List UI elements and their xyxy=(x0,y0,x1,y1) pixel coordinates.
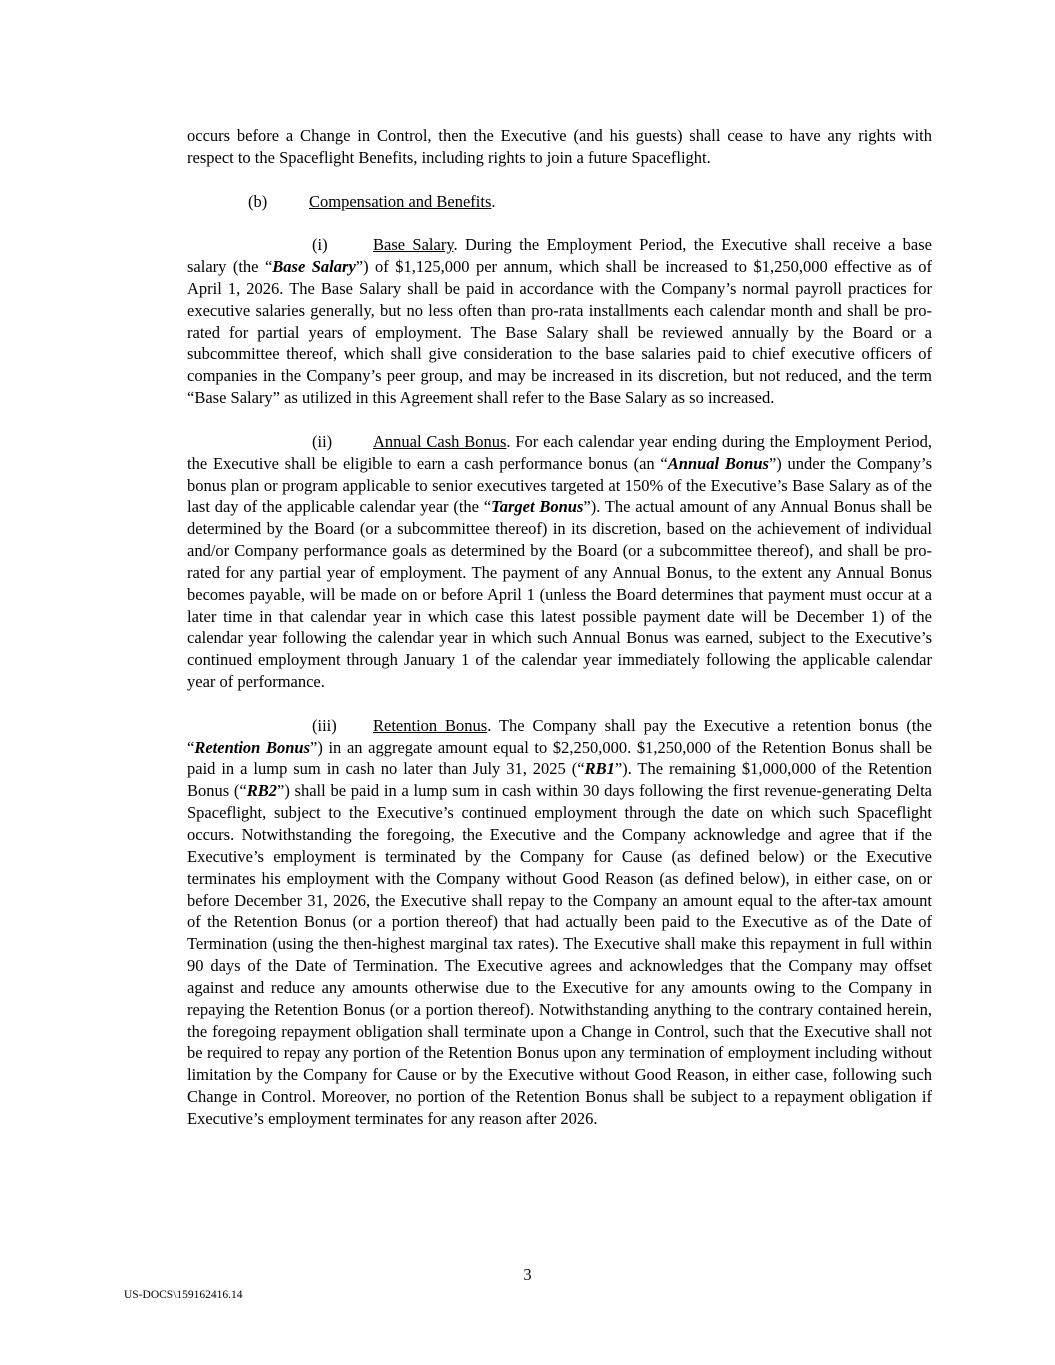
target-bonus-term: Target Bonus xyxy=(491,497,584,517)
intro-paragraph: occurs before a Change in Control, then the Executive (and his guests) shall cease to have any rights with respect to the Spaceflight Benefits, including rights to join a future Spaceflight. xyxy=(187,126,932,167)
document-page xyxy=(187,125,932,1130)
annual-bonus-text-3: ”). The actual amount of any Annual Bonus shall be determined by the Board (or a subcommittee thereof) in its discretion, based on the achievement of individual and/or Company performance goals as determined by the Board (or a subcommittee thereof), and shall be pro-rated for any partial year of employment. The payment of any Annual Bonus, to the extent any Annual Bonus becomes payable, will be made on or before April 1 (unless the Board determines that payment must occur at a later time in that calendar year in which case this latest possible payment date will be December 1) of the calendar year following the calendar year in which such Annual Bonus was earned, subject to the Executive’s continued employment through January 1 of the calendar year immediately following the applicable calendar year of performance. xyxy=(187,497,932,692)
base-salary-text-1: . During the Employment Period, the Executive shall receive a base salary (the “ xyxy=(187,235,933,277)
base-salary-paragraph xyxy=(187,234,932,409)
document-id: US-DOCS\159162416.14 xyxy=(124,1289,243,1301)
rb2-term: RB2 xyxy=(246,781,277,801)
annual-bonus-text-2: ”) under the Company’s bonus plan or program applicable to senior executives targeted at 150% of the Executive’s Base Salary as of the last day of the applicable calendar year (the “ xyxy=(187,453,933,517)
section-b-period: . xyxy=(491,191,496,211)
annual-bonus-paragraph xyxy=(187,431,932,693)
section-b-title: Compensation and Benefits xyxy=(309,191,492,211)
retention-bonus-heading: Retention Bonus xyxy=(373,715,488,735)
retention-bonus-text-1: . The Company shall pay the Executive a retention bonus (the “ xyxy=(187,715,932,757)
base-salary-heading: Base Salary xyxy=(373,235,454,255)
page-number: 3 xyxy=(523,1265,532,1284)
annual-bonus-label: (ii) xyxy=(312,431,333,451)
retention-bonus-text-3: ”). The remaining $1,000,000 of the Retention Bonus (“ xyxy=(187,759,933,801)
annual-bonus-heading: Annual Cash Bonus xyxy=(373,431,507,451)
annual-bonus-text-1: . For each calendar year ending during the Employment Period, the Executive shall be eligible to earn a cash performance bonus (an “ xyxy=(187,431,933,473)
base-salary-label: (i) xyxy=(312,235,328,255)
rb1-term: RB1 xyxy=(584,759,615,779)
base-salary-term: Base Salary xyxy=(272,257,356,277)
retention-bonus-text-2: ”) in an aggregate amount equal to $2,250,000. $1,250,000 of the Retention Bonus shall be paid in a lump sum in cash no later than July 31, 2025 (“ xyxy=(187,737,932,779)
section-b-heading xyxy=(187,191,932,213)
retention-bonus-label: (iii) xyxy=(312,715,337,735)
retention-bonus-text-4: ”) shall be paid in a lump sum in cash within 30 days following the first revenue-generating Delta Spaceflight, subject to the Executive’s continued employment through the date on which such Spaceflight occurs. Notwithstanding the foregoing, the Executive and the Company acknowledge and agree that if the Executive’s employment is terminated by the Company for Cause (as defined below) or the Executive terminates his employment with the Company without Good Reason (as defined below), in either case, on or before December 31, 2026, the Executive shall repay to the Company an amount equal to the after-tax amount of the Retention Bonus (or a portion thereof) that had actually been paid to the Executive as of the Date of Termination (using the then-highest marginal tax rates). The Executive shall make this repayment in full within 90 days of the Date of Termination. The Executive agrees and acknowledges that the Company may offset against and reduce any amounts otherwise due to the Executive for any amounts owing to the Company in repaying the Retention Bonus (or a portion thereof). Notwithstanding anything to the contrary contained herein, the foregoing repayment obligation shall terminate upon a Change in Control, such that the Executive shall not be required to repay any portion of the Retention Bonus upon any termination of employment including without limitation by the Company for Cause or by the Executive without Good Reason, in either case, following such Change in Control. Moreover, no portion of the Retention Bonus shall be subject to a repayment obligation if Executive’s employment terminates for any reason after 2026. xyxy=(187,781,932,1128)
retention-bonus-term: Retention Bonus xyxy=(194,737,311,757)
section-b-label: (b) xyxy=(248,191,268,211)
retention-bonus-paragraph xyxy=(187,715,932,1130)
annual-bonus-term: Annual Bonus xyxy=(667,453,769,473)
base-salary-text-2: ”) of $1,125,000 per annum, which shall be increased to $1,250,000 effective as of April 1, 2026. The Base Salary shall be paid in accordance with the Company’s normal payroll practices for executive salaries generally, but no less often than pro-rata installments each calendar month and shall be pro-rated for partial years of employment. The Base Salary shall be reviewed annually by the Board or a subcommittee thereof, which shall give consideration to the base salaries paid to chief executive officers of companies in the Company’s peer group, and may be increased in its discretion, but not reduced, and the term “Base Salary” as utilized in this Agreement shall refer to the Base Salary as so increased. xyxy=(187,257,932,408)
